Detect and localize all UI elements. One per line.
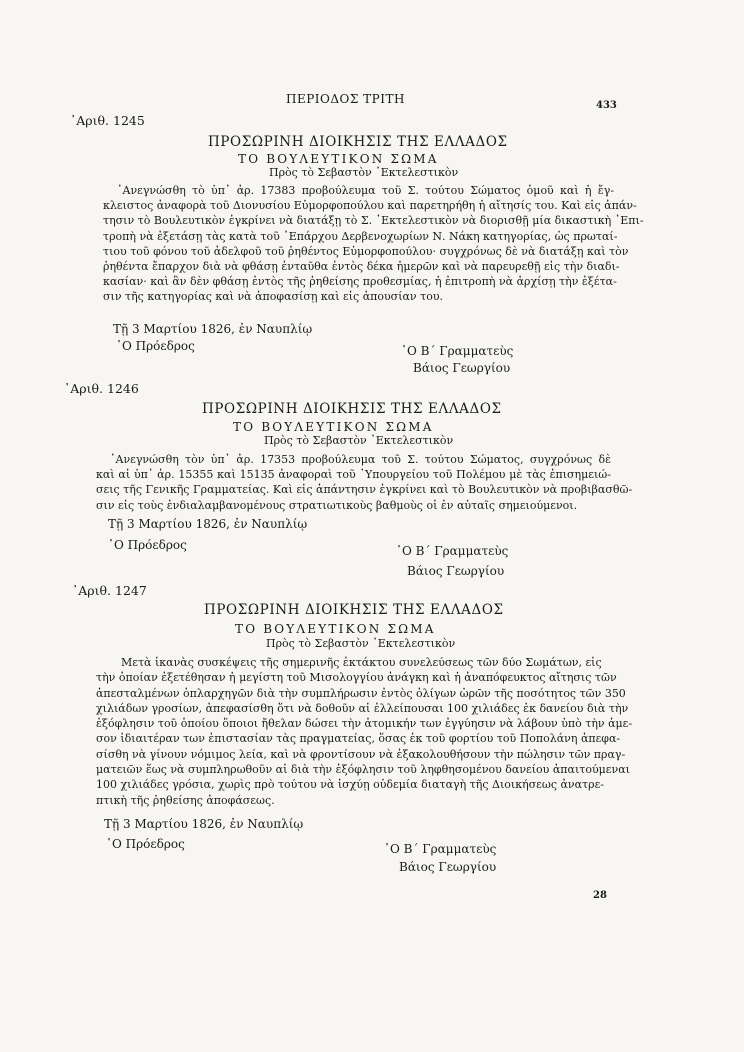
text-line: χιλιάδων γροσίων, ἀπεφασίσθη ὅτι νὰ δοθοῦν αἱ ἐλλείπουσαι 100 χιλιάδες ἐκ δανείου διὰ τὴν	[96, 701, 629, 715]
entry-body-title: ΤΟ ΒΟΥΛΕΥΤΙΚΟΝ ΣΩΜΑ	[233, 420, 434, 434]
text-line: κασίαν· καὶ ἂν δὲν φθάσῃ ἐντὸς τῆς ῥηθείσης προθεσμίας, ἡ ἐπιτροπὴ νὰ ἀρχίσῃ τὴν ἐξέτα-	[103, 275, 617, 289]
entry-secretary-name: Βάιος Γεωργίου	[413, 361, 511, 375]
text-line: σίσθη νὰ γίνουν νόμιμος λεία, καὶ νὰ φροντίσουν νὰ ἐξακολουθήσουν τὴν πώλησιν τῶν πραγ-	[96, 747, 626, 761]
text-line: σον ἰδιαιτέραν των ἐπιστασίαν τὰς πραγματείας, ὅσας ἐκ τοῦ φορτίου τοῦ Ποπολάνη ἀπεφα-	[96, 732, 621, 746]
entry-secretary-name: Βάιος Γεωργίου	[399, 860, 497, 874]
entry-text	[103, 183, 644, 305]
entry-addressee: Πρὸς τὸ Σεβαστὸν ᾿Εκτελεστικὸν	[264, 434, 454, 447]
entry-date: Τῇ 3 Μαρτίου 1826, ἐν Ναυπλίῳ	[108, 517, 308, 531]
text-line: τιου τοῦ φόνου τοῦ ἀδελφοῦ τοῦ ῥηθέντος Εὐμορφοπούλου· συγχρόνως δὲ νὰ διατάξῃ καὶ τὸν	[103, 244, 629, 258]
entry-date: Τῇ 3 Μαρτίου 1826, ἐν Ναυπλίῳ	[113, 322, 313, 336]
entry-text	[96, 452, 633, 513]
entry-title: ΠΡΟΣΩΡΙΝΗ ΔΙΟΙΚΗΣΙΣ ΤΗΣ ΕΛΛΑΔΟΣ	[208, 134, 508, 150]
text-line: σιν τῆς κατηγορίας καὶ νὰ ἀποφασίσῃ καὶ εἰς ἀπουσίαν του.	[103, 290, 444, 304]
footer-number: 28	[593, 890, 607, 901]
entry-president: ῾Ο Πρόεδρος	[108, 538, 187, 552]
entry-secretary-title: ῾Ο Β΄ Γραμματεὺς	[401, 344, 514, 358]
text-line: 100 χιλιάδες γρόσια, χωρὶς πρὸ τούτου νὰ ἰσχύῃ οὐδεμία διαταγὴ τῆς Διοικήσεως ἀνατρε-	[96, 778, 605, 792]
entry-title: ΠΡΟΣΩΡΙΝΗ ΔΙΟΙΚΗΣΙΣ ΤΗΣ ΕΛΛΑΔΟΣ	[202, 401, 502, 417]
text-line: πτικὴ τῆς ῥηθείσης ἀποφάσεως.	[96, 793, 275, 807]
text-line: τὴν ὁποίαν ἐξετέθησαν ἡ μεγίστη τοῦ Μισολογγίου ἀνάγκη καὶ ἡ ἀναπόφευκτος αἴτησις τῶν	[96, 671, 617, 685]
entry-number: ᾿Αριθ. 1245	[70, 113, 145, 128]
entry-number: ᾿Αριθ. 1247	[72, 583, 147, 598]
text-line: σιν εἰς τοὺς ἐνδιαλαμβανομένους στρατιωτικοὺς βαθμοὺς οἱ ἐν αὐταῖς σημειούμενοι.	[96, 498, 578, 512]
entry-text	[96, 655, 633, 808]
entry-body-title: ΤΟ ΒΟΥΛΕΥΤΙΚΟΝ ΣΩΜΑ	[238, 152, 439, 166]
entry-addressee: Πρὸς τὸ Σεβαστὸν ᾿Εκτελεστικὸν	[269, 166, 459, 179]
entry-number: ᾿Αριθ. 1246	[64, 381, 139, 396]
text-line: ᾿Ανεγνώσθη τὸν ὑπ᾿ ἀρ. 17353 προβούλευμα τοῦ Σ. τούτου Σώματος, συγχρόνως δὲ	[110, 453, 611, 466]
entry-secretary-title: ῾Ο Β΄ Γραμματεὺς	[396, 544, 509, 558]
text-line: ματειῶν ἕως νὰ συμπληρωθοῦν αἱ διὰ τὴν ἐξόφλησιν τοῦ ληφθησομένου δανείου ἀπαιτούμεναι	[96, 763, 630, 777]
entry-president: ῾Ο Πρόεδρος	[106, 837, 185, 851]
entry-title: ΠΡΟΣΩΡΙΝΗ ΔΙΟΙΚΗΣΙΣ ΤΗΣ ΕΛΛΑΔΟΣ	[204, 602, 504, 618]
text-line: ῥηθέντα ἔπαρχον διὰ νὰ φθάσῃ ἐνταῦθα ἐντὸς δέκα ἡμερῶν καὶ νὰ παρευρεθῇ εἰς τὴν διαδι-	[103, 260, 620, 274]
entry-addressee: Πρὸς τὸ Σεβαστὸν ᾿Εκτελεστικὸν	[266, 637, 456, 650]
text-line: κλειστος ἀναφορὰ τοῦ Διονυσίου Εὐμορφοπούλου καὶ παρετηρήθη ἡ αἴτησίς του. Καὶ εἰς ἀπάν-	[103, 199, 637, 213]
text-line: σεις τῆς Γενικῆς Γραμματείας. Καὶ εἰς ἀπάντησιν ἐγκρίνει καὶ τὸ Βουλευτικὸν νὰ προβιβασθῶ-	[96, 483, 633, 497]
entry-president: ῾Ο Πρόεδρος	[116, 339, 195, 353]
entry-secretary-name: Βάιος Γεωργίου	[407, 564, 505, 578]
text-line: ἐξόφλησιν τοῦ ὁποίου ὅποιοι ἤθελαν δώσει τὴν ἀτομικήν των ἐγγύησιν νὰ λάβουν ὑπὸ τὴν ἀμε-	[96, 717, 633, 731]
text-line: Μετὰ ἱκανὰς συσκέψεις τῆς σημερινῆς ἐκτάκτου συνελεύσεως τῶν δύο Σωμάτων, εἰς	[121, 656, 602, 669]
text-line: τησιν τὸ Βουλευτικὸν ἐγκρίνει νὰ διατάξῃ τὸ Σ. ᾿Εκτελεστικὸν νὰ διορισθῇ μία δικαστικὴ ᾿Επι-	[103, 214, 644, 228]
text-line: ἀπεσταλμένων ὁπλαρχηγῶν διὰ τὴν συμπλήρωσιν ἐντὸς ὀλίγων ὡρῶν τῆς ποσότητος τῶν 350	[96, 686, 626, 700]
text-line: ᾿Ανεγνώσθη τὸ ὑπ᾿ ἀρ. 17383 προβούλευμα τοῦ Σ. τούτου Σώματος ὁμοῦ καὶ ἡ ἔγ-	[117, 184, 614, 197]
text-line: καὶ αἱ ὑπ᾿ ἀρ. 15355 καὶ 15135 ἀναφοραὶ τοῦ ῾Υπουργείου τοῦ Πολέμου μὲ τὰς ἐπισημειώ-	[96, 468, 611, 482]
entry-body-title: ΤΟ ΒΟΥΛΕΥΤΙΚΟΝ ΣΩΜΑ	[235, 622, 436, 636]
entry-secretary-title: ῾Ο Β΄ Γραμματεὺς	[384, 842, 497, 856]
running-header: ΠΕΡΙΟΔΟΣ ΤΡΙΤΗ	[286, 92, 405, 106]
text-line: τροπὴ νὰ ἐξετάσῃ τὰς κατὰ τοῦ ᾿Επάρχου Δερβενοχωρίων Ν. Νάκη κατηγορίας, ὡς πρωταί-	[103, 229, 618, 243]
page-number: 433	[596, 100, 617, 111]
entry-date: Τῇ 3 Μαρτίου 1826, ἐν Ναυπλίῳ	[104, 817, 304, 831]
